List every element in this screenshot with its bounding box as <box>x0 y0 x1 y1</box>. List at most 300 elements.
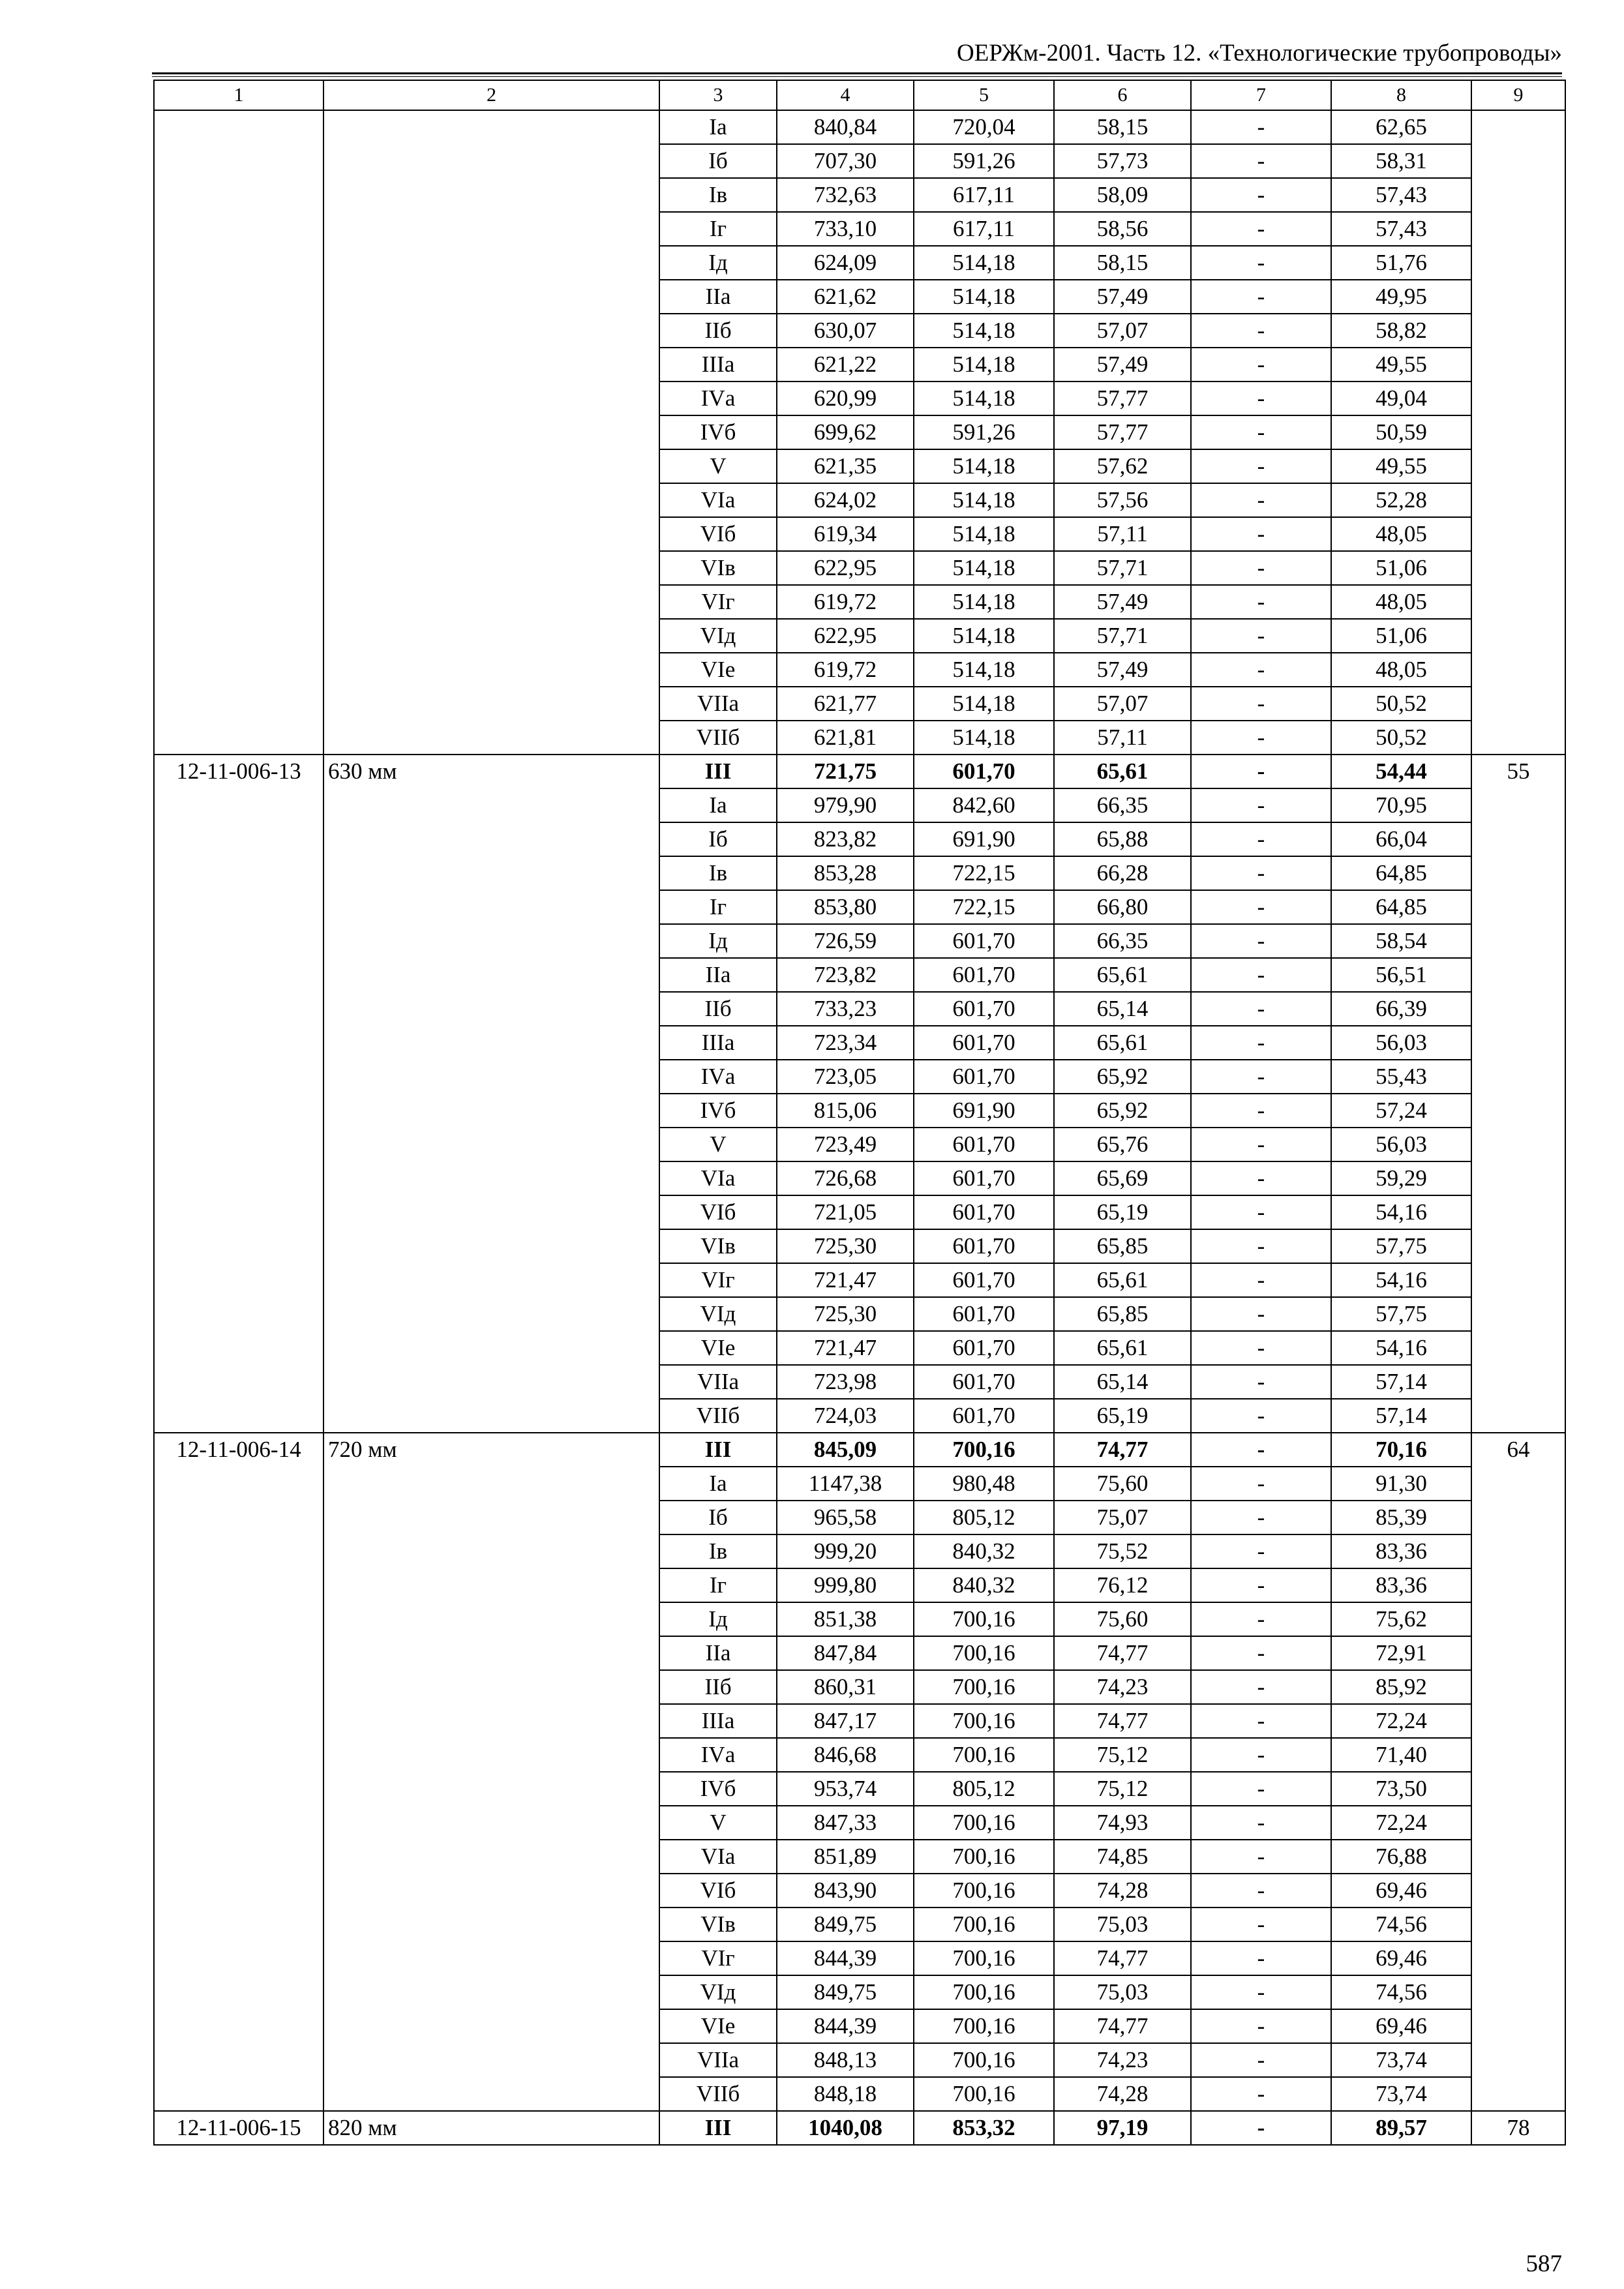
table-cell: 49,95 <box>1331 280 1471 314</box>
column-header: 5 <box>914 80 1054 110</box>
table-cell: 853,80 <box>777 890 914 924</box>
table-cell: 842,60 <box>914 788 1054 822</box>
table-cell: 700,16 <box>914 1874 1054 1908</box>
table-cell: 65,85 <box>1054 1297 1191 1331</box>
rate-name-cell: 630 мм <box>323 755 659 1433</box>
table-cell: 721,47 <box>777 1263 914 1297</box>
table-cell: 76,88 <box>1331 1840 1471 1874</box>
table-cell: 57,49 <box>1054 348 1191 382</box>
table-cell: IIб <box>659 992 777 1026</box>
table-cell: 65,61 <box>1054 1331 1191 1365</box>
table-cell: 58,15 <box>1054 110 1191 144</box>
table-cell: - <box>1191 449 1331 483</box>
table-cell: 848,18 <box>777 2077 914 2111</box>
table-cell: 56,03 <box>1331 1128 1471 1161</box>
table-cell: 65,92 <box>1054 1094 1191 1128</box>
table-cell: 64,85 <box>1331 856 1471 890</box>
table-cell: 48,05 <box>1331 585 1471 619</box>
table-cell: 840,32 <box>914 1534 1054 1568</box>
table-cell: Iа <box>659 788 777 822</box>
table-cell: VIв <box>659 1229 777 1263</box>
table-cell: 91,30 <box>1331 1467 1471 1501</box>
table-cell: 75,52 <box>1054 1534 1191 1568</box>
table-cell: 83,36 <box>1331 1534 1471 1568</box>
table-cell: - <box>1191 1501 1331 1534</box>
table-cell: Iа <box>659 1467 777 1501</box>
table-cell: 514,18 <box>914 517 1054 551</box>
table-cell: 725,30 <box>777 1297 914 1331</box>
table-cell: 999,80 <box>777 1568 914 1602</box>
table-cell: 844,39 <box>777 2009 914 2043</box>
table-cell: 74,77 <box>1054 2009 1191 2043</box>
table-cell: - <box>1191 1738 1331 1772</box>
table-header <box>154 80 1565 110</box>
table-cell: 700,16 <box>914 1738 1054 1772</box>
table-cell: 65,69 <box>1054 1161 1191 1195</box>
table-cell: 57,71 <box>1054 551 1191 585</box>
table-cell: VIа <box>659 1161 777 1195</box>
table-cell: 514,18 <box>914 314 1054 348</box>
table-cell: - <box>1191 755 1331 788</box>
table-cell: 622,95 <box>777 551 914 585</box>
table-cell: - <box>1191 1806 1331 1840</box>
table-cell: 591,26 <box>914 144 1054 178</box>
table-cell: IIIа <box>659 1704 777 1738</box>
table-cell: - <box>1191 483 1331 517</box>
table-cell: V <box>659 1128 777 1161</box>
table-cell: 514,18 <box>914 585 1054 619</box>
table-cell: 853,28 <box>777 856 914 890</box>
table-cell: 57,14 <box>1331 1365 1471 1399</box>
table-cell: 733,23 <box>777 992 914 1026</box>
table-cell: 514,18 <box>914 619 1054 653</box>
table-cell: Iг <box>659 890 777 924</box>
table-cell: Iд <box>659 1602 777 1636</box>
table-cell: 58,15 <box>1054 246 1191 280</box>
table-cell: 707,30 <box>777 144 914 178</box>
table-cell: 54,44 <box>1331 755 1471 788</box>
table-cell: V <box>659 1806 777 1840</box>
table-cell: 74,77 <box>1054 1433 1191 1467</box>
table-cell: - <box>1191 348 1331 382</box>
table-cell: 601,70 <box>914 1365 1054 1399</box>
col9-cell: 64 <box>1471 1433 1565 2111</box>
table-cell: 51,76 <box>1331 246 1471 280</box>
rate-code-cell: 12-11-006-15 <box>154 2111 323 2145</box>
table-cell: - <box>1191 1467 1331 1501</box>
table-cell: - <box>1191 1534 1331 1568</box>
table-cell: 601,70 <box>914 924 1054 958</box>
table-cell: - <box>1191 1026 1331 1060</box>
table-cell: 514,18 <box>914 280 1054 314</box>
col9-cell <box>1471 110 1565 755</box>
table-cell: - <box>1191 144 1331 178</box>
table-cell: 69,46 <box>1331 2009 1471 2043</box>
rate-code-cell: 12-11-006-13 <box>154 755 323 1433</box>
table-cell: 54,16 <box>1331 1195 1471 1229</box>
table-cell: 70,16 <box>1331 1433 1471 1467</box>
page-number: 587 <box>1526 2251 1562 2277</box>
table-cell: IVа <box>659 382 777 415</box>
column-header: 1 <box>154 80 323 110</box>
table-cell: 66,39 <box>1331 992 1471 1026</box>
rate-code-cell: 12-11-006-14 <box>154 1433 323 2111</box>
table-cell: 65,85 <box>1054 1229 1191 1263</box>
table-cell: - <box>1191 1602 1331 1636</box>
table-cell: 58,09 <box>1054 178 1191 212</box>
table-cell: - <box>1191 382 1331 415</box>
table-cell: 75,12 <box>1054 1738 1191 1772</box>
table-cell: 953,74 <box>777 1772 914 1806</box>
table-cell: 721,75 <box>777 755 914 788</box>
table-cell: - <box>1191 1941 1331 1975</box>
table-cell: 601,70 <box>914 1229 1054 1263</box>
table-cell: 723,98 <box>777 1365 914 1399</box>
table-cell: VIб <box>659 1195 777 1229</box>
table-cell: 723,82 <box>777 958 914 992</box>
table-cell: - <box>1191 415 1331 449</box>
table-cell: 721,05 <box>777 1195 914 1229</box>
table-cell: 74,77 <box>1054 1941 1191 1975</box>
table-cell: 65,61 <box>1054 755 1191 788</box>
table-cell: 75,60 <box>1054 1467 1191 1501</box>
table-cell: 74,28 <box>1054 1874 1191 1908</box>
table-cell: IIIа <box>659 348 777 382</box>
table-cell: 514,18 <box>914 246 1054 280</box>
table-cell: 48,05 <box>1331 517 1471 551</box>
table-cell: - <box>1191 314 1331 348</box>
table-cell: IIIа <box>659 1026 777 1060</box>
table-cell: - <box>1191 958 1331 992</box>
table-cell: - <box>1191 212 1331 246</box>
table-cell: 722,15 <box>914 856 1054 890</box>
table-cell: III <box>659 1433 777 1467</box>
table-cell: - <box>1191 687 1331 721</box>
table-cell: Iг <box>659 212 777 246</box>
table-cell: 845,09 <box>777 1433 914 1467</box>
table-cell: IVа <box>659 1060 777 1094</box>
table-cell: 601,70 <box>914 992 1054 1026</box>
table-cell: 617,11 <box>914 212 1054 246</box>
table-cell: 57,56 <box>1054 483 1191 517</box>
table-cell: 69,46 <box>1331 1874 1471 1908</box>
table-cell: 65,61 <box>1054 1263 1191 1297</box>
table-cell: 66,35 <box>1054 788 1191 822</box>
page-header: ОЕРЖм-2001. Часть 12. «Технологические трубопроводы» <box>957 40 1562 67</box>
table-cell: 733,10 <box>777 212 914 246</box>
table-cell: V <box>659 449 777 483</box>
table-cell: - <box>1191 1331 1331 1365</box>
table-cell: 83,36 <box>1331 1568 1471 1602</box>
table-cell: 601,70 <box>914 1331 1054 1365</box>
table-cell: 846,68 <box>777 1738 914 1772</box>
table-cell: 75,03 <box>1054 1908 1191 1941</box>
table-cell: IVб <box>659 1772 777 1806</box>
table-cell: 65,61 <box>1054 1026 1191 1060</box>
table-cell: VIIб <box>659 721 777 755</box>
table-cell: VIIб <box>659 1399 777 1433</box>
table-cell: 622,95 <box>777 619 914 653</box>
table-cell: 57,49 <box>1054 585 1191 619</box>
table-cell: - <box>1191 1772 1331 1806</box>
table-cell: 65,76 <box>1054 1128 1191 1161</box>
table-cell: - <box>1191 924 1331 958</box>
table-cell: 601,70 <box>914 1128 1054 1161</box>
table-cell: - <box>1191 1094 1331 1128</box>
table-cell: 76,12 <box>1054 1568 1191 1602</box>
table-cell: 50,52 <box>1331 687 1471 721</box>
table-cell: VIд <box>659 1297 777 1331</box>
table-cell: 57,77 <box>1054 415 1191 449</box>
table-cell: 619,34 <box>777 517 914 551</box>
table-cell: 630,07 <box>777 314 914 348</box>
table-cell: 514,18 <box>914 348 1054 382</box>
table-cell: 50,59 <box>1331 415 1471 449</box>
column-header: 2 <box>323 80 659 110</box>
table-cell: IVа <box>659 1738 777 1772</box>
table-cell: - <box>1191 551 1331 585</box>
table-cell: Iв <box>659 1534 777 1568</box>
table-cell: 72,24 <box>1331 1704 1471 1738</box>
table-cell: VIв <box>659 1908 777 1941</box>
table-cell: 601,70 <box>914 1399 1054 1433</box>
table-row <box>154 755 1565 788</box>
table-cell: - <box>1191 822 1331 856</box>
table-cell: - <box>1191 619 1331 653</box>
column-header: 3 <box>659 80 777 110</box>
table-cell: 64,85 <box>1331 890 1471 924</box>
table-cell: - <box>1191 1365 1331 1399</box>
table-cell: 726,68 <box>777 1161 914 1195</box>
table-cell: VIб <box>659 1874 777 1908</box>
table-cell: 65,14 <box>1054 992 1191 1026</box>
table-cell: 601,70 <box>914 1026 1054 1060</box>
table-cell: 514,18 <box>914 449 1054 483</box>
table-cell: Iб <box>659 822 777 856</box>
table-cell: - <box>1191 1060 1331 1094</box>
table-cell: 723,34 <box>777 1026 914 1060</box>
table-cell: 57,49 <box>1054 653 1191 687</box>
table-cell: 74,23 <box>1054 1670 1191 1704</box>
table-cell: 849,75 <box>777 1975 914 2009</box>
table-cell: 619,72 <box>777 585 914 619</box>
table-cell: 847,33 <box>777 1806 914 1840</box>
table-cell: 58,56 <box>1054 212 1191 246</box>
table-cell: VIIб <box>659 2077 777 2111</box>
table-cell: - <box>1191 585 1331 619</box>
table-cell: 844,39 <box>777 1941 914 1975</box>
table-cell: 720,04 <box>914 110 1054 144</box>
table-cell: - <box>1191 1195 1331 1229</box>
table-cell: - <box>1191 1704 1331 1738</box>
table-cell: 691,90 <box>914 822 1054 856</box>
table-cell: Iа <box>659 110 777 144</box>
column-header: 9 <box>1471 80 1565 110</box>
table-cell: 85,39 <box>1331 1501 1471 1534</box>
table-cell: - <box>1191 1636 1331 1670</box>
table-cell: 58,31 <box>1331 144 1471 178</box>
table-cell: 726,59 <box>777 924 914 958</box>
table-cell: 65,61 <box>1054 958 1191 992</box>
table-cell: 57,14 <box>1331 1399 1471 1433</box>
table-cell: - <box>1191 1161 1331 1195</box>
table-cell: Iд <box>659 246 777 280</box>
table-cell: 65,88 <box>1054 822 1191 856</box>
table-cell: VIе <box>659 653 777 687</box>
table-cell: 56,51 <box>1331 958 1471 992</box>
table-cell: 620,99 <box>777 382 914 415</box>
header-rule-thin <box>152 76 1562 77</box>
table-cell: 75,07 <box>1054 1501 1191 1534</box>
table-cell: IIб <box>659 314 777 348</box>
table-cell: 51,06 <box>1331 619 1471 653</box>
table-cell: VIд <box>659 1975 777 2009</box>
col9-cell: 55 <box>1471 755 1565 1433</box>
table-cell: 514,18 <box>914 551 1054 585</box>
table-row <box>154 1433 1565 1467</box>
table-cell: - <box>1191 1433 1331 1467</box>
col9-cell: 78 <box>1471 2111 1565 2145</box>
table-cell: VIб <box>659 517 777 551</box>
table-cell: - <box>1191 1399 1331 1433</box>
table-cell: 691,90 <box>914 1094 1054 1128</box>
column-header: 4 <box>777 80 914 110</box>
table-cell: IIа <box>659 280 777 314</box>
rate-name-cell: 820 мм <box>323 2111 659 2145</box>
table-cell: 1040,08 <box>777 2111 914 2145</box>
column-header: 6 <box>1054 80 1191 110</box>
table-cell: 823,82 <box>777 822 914 856</box>
table-cell: - <box>1191 517 1331 551</box>
table-cell: 49,04 <box>1331 382 1471 415</box>
table-cell: - <box>1191 1263 1331 1297</box>
table-cell: 65,14 <box>1054 1365 1191 1399</box>
table-cell: 50,52 <box>1331 721 1471 755</box>
table-cell: 723,49 <box>777 1128 914 1161</box>
table-cell: 57,43 <box>1331 212 1471 246</box>
table-cell: 74,28 <box>1054 2077 1191 2111</box>
table-cell: - <box>1191 246 1331 280</box>
table-cell: 979,90 <box>777 788 914 822</box>
header-rule-thick <box>152 72 1562 74</box>
rate-name-cell: 720 мм <box>323 1433 659 2111</box>
table-cell: 57,71 <box>1054 619 1191 653</box>
table-cell: 621,62 <box>777 280 914 314</box>
table-cell: 65,19 <box>1054 1195 1191 1229</box>
table-cell: 73,50 <box>1331 1772 1471 1806</box>
table-cell: 70,95 <box>1331 788 1471 822</box>
table-cell: 85,92 <box>1331 1670 1471 1704</box>
table-cell: 700,16 <box>914 1941 1054 1975</box>
table-cell: 860,31 <box>777 1670 914 1704</box>
table-cell: VIг <box>659 585 777 619</box>
table-cell: - <box>1191 1568 1331 1602</box>
table-cell: 721,47 <box>777 1331 914 1365</box>
table-cell: 980,48 <box>914 1467 1054 1501</box>
table-cell: - <box>1191 280 1331 314</box>
table-cell: - <box>1191 992 1331 1026</box>
table-cell: 624,02 <box>777 483 914 517</box>
table-cell: 49,55 <box>1331 348 1471 382</box>
table-cell: 699,62 <box>777 415 914 449</box>
table-cell: 55,43 <box>1331 1060 1471 1094</box>
table-cell: VIIа <box>659 687 777 721</box>
table-cell: 75,60 <box>1054 1602 1191 1636</box>
table-cell: 74,23 <box>1054 2043 1191 2077</box>
table-cell: 73,74 <box>1331 2043 1471 2077</box>
table-cell: 57,62 <box>1054 449 1191 483</box>
table-cell: 75,12 <box>1054 1772 1191 1806</box>
table-cell: IIб <box>659 1670 777 1704</box>
table-cell: 732,63 <box>777 178 914 212</box>
table-cell: 700,16 <box>914 2009 1054 2043</box>
table-cell: VIе <box>659 2009 777 2043</box>
table-cell: 591,26 <box>914 415 1054 449</box>
table-cell: 621,81 <box>777 721 914 755</box>
table-cell: - <box>1191 890 1331 924</box>
table-cell: - <box>1191 1670 1331 1704</box>
table-cell: 700,16 <box>914 2077 1054 2111</box>
table-cell: Iв <box>659 178 777 212</box>
table-cell: - <box>1191 856 1331 890</box>
table-cell: - <box>1191 2009 1331 2043</box>
table-cell: - <box>1191 2077 1331 2111</box>
table-cell: 75,62 <box>1331 1602 1471 1636</box>
table-cell: 601,70 <box>914 1195 1054 1229</box>
table-cell: 700,16 <box>914 1975 1054 2009</box>
table-cell: 999,20 <box>777 1534 914 1568</box>
table-row <box>154 110 1565 144</box>
table-cell: 805,12 <box>914 1772 1054 1806</box>
table-cell: 621,22 <box>777 348 914 382</box>
table-row <box>154 2111 1565 2145</box>
table-cell: 514,18 <box>914 382 1054 415</box>
table-cell: 57,75 <box>1331 1229 1471 1263</box>
table-cell: - <box>1191 1128 1331 1161</box>
table-cell: 601,70 <box>914 755 1054 788</box>
table-cell: Iд <box>659 924 777 958</box>
table-cell: 621,35 <box>777 449 914 483</box>
table-cell: Iг <box>659 1568 777 1602</box>
table-cell: 840,32 <box>914 1568 1054 1602</box>
table-cell: 843,90 <box>777 1874 914 1908</box>
table-cell: 66,04 <box>1331 822 1471 856</box>
table-cell: - <box>1191 721 1331 755</box>
table-cell: IIа <box>659 958 777 992</box>
table-cell: 700,16 <box>914 1704 1054 1738</box>
table-cell: 724,03 <box>777 1399 914 1433</box>
table-cell: III <box>659 755 777 788</box>
table-cell: 700,16 <box>914 1840 1054 1874</box>
table-cell: 853,32 <box>914 2111 1054 2145</box>
table-cell: 851,38 <box>777 1602 914 1636</box>
table-cell: - <box>1191 1908 1331 1941</box>
table-cell: - <box>1191 110 1331 144</box>
table-cell: 624,09 <box>777 246 914 280</box>
table-cell: 725,30 <box>777 1229 914 1263</box>
table-cell: 700,16 <box>914 1806 1054 1840</box>
table-cell: Iв <box>659 856 777 890</box>
table-cell: VIа <box>659 483 777 517</box>
table-cell: 601,70 <box>914 1060 1054 1094</box>
table-cell: - <box>1191 788 1331 822</box>
table-cell: - <box>1191 1874 1331 1908</box>
table-cell: 66,35 <box>1054 924 1191 958</box>
table-cell: 815,06 <box>777 1094 914 1128</box>
table-cell: 56,03 <box>1331 1026 1471 1060</box>
table-cell: 700,16 <box>914 1908 1054 1941</box>
table-cell: 49,55 <box>1331 449 1471 483</box>
